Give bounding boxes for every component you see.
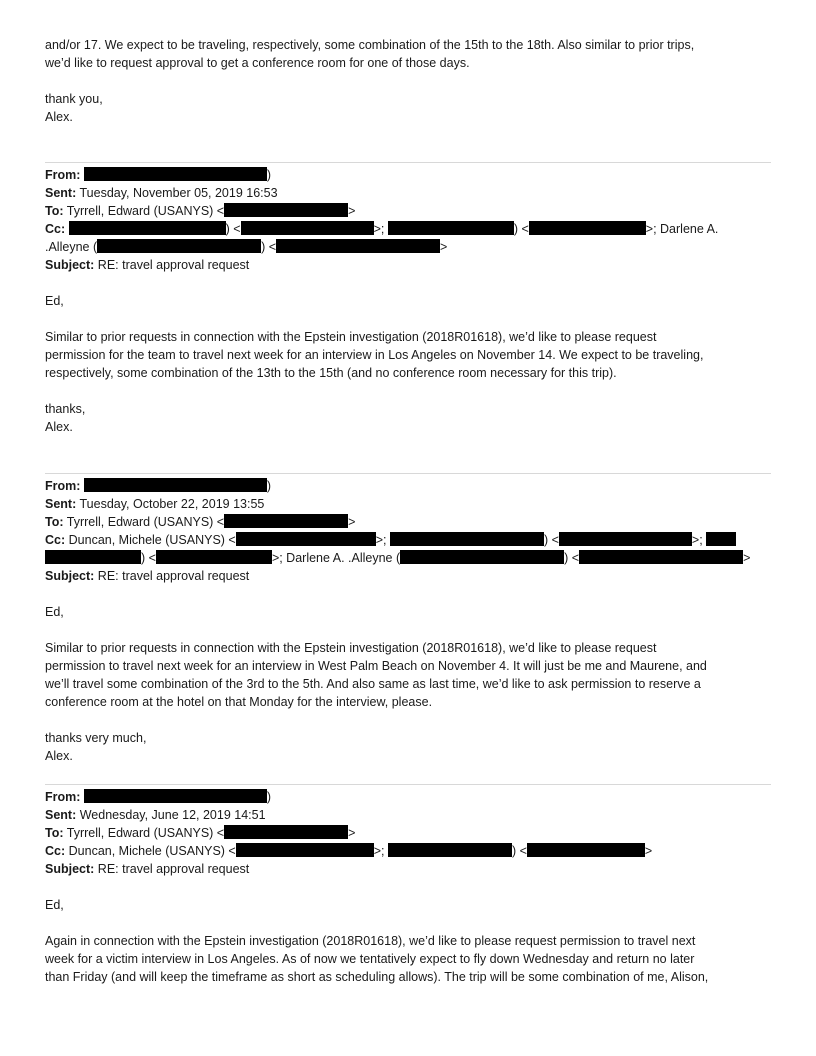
greeting: Ed, [45, 898, 64, 912]
subject-label: Subject: [45, 258, 95, 272]
body-line: Similar to prior requests in connection with the Epstein investigation (2018R01618), we’d like to please request [45, 330, 657, 344]
cc-text: > [743, 551, 751, 565]
separator [45, 784, 771, 785]
subject-text: RE: travel approval request [97, 258, 250, 272]
sent-line [45, 806, 775, 824]
from-tail: ) [266, 168, 272, 182]
body-line: Similar to prior requests in connection with the Epstein investigation (2018R01618), we’d like to please request [45, 641, 657, 655]
body-line: we’ll travel some combination of the 3rd to the 5th. And also same as last time, we’d like to ask permission to reserve a [45, 677, 701, 691]
from-label: From: [45, 168, 81, 182]
separator [45, 162, 771, 163]
body-line: permission for the team to travel next week for an interview in Los Angeles on November 14. We expect to be traveling, [45, 348, 704, 362]
to-label: To: [45, 515, 64, 529]
cc-name: Duncan, Michele (USANYS) < [68, 844, 236, 858]
sent-label: Sent: [45, 808, 77, 822]
subject-text: RE: travel approval request [97, 569, 250, 583]
cc-text: >; [373, 844, 385, 858]
closing: thanks very much, [45, 731, 147, 745]
redaction-box [579, 550, 743, 564]
cc-text: ) < [225, 222, 241, 236]
signature: Alex. [45, 420, 73, 434]
greeting: Ed, [45, 294, 64, 308]
redaction-box [390, 532, 544, 546]
redaction-box [69, 221, 226, 235]
redaction-box [276, 239, 440, 253]
cc-line-continued [45, 238, 775, 256]
redaction-box [400, 550, 564, 564]
cc-text: > [440, 240, 448, 254]
signature: Alex. [45, 749, 73, 763]
redaction-box [97, 239, 261, 253]
cc-line [45, 531, 775, 549]
subject-label: Subject: [45, 569, 95, 583]
redaction-box [224, 203, 348, 217]
cc-text: >; [375, 533, 387, 547]
to-name: Tyrrell, Edward (USANYS) < [66, 515, 225, 529]
greeting: Ed, [45, 605, 64, 619]
redaction-box [559, 532, 692, 546]
email-1 [45, 166, 775, 436]
cc-label: Cc: [45, 533, 66, 547]
redaction-box [224, 825, 348, 839]
sent-label: Sent: [45, 186, 77, 200]
email-3 [45, 788, 775, 986]
intro-line: we’d like to request approval to get a conference room for one of those days. [45, 56, 470, 70]
sent-line [45, 184, 775, 202]
to-tail: > [348, 515, 356, 529]
cc-text: ) < [141, 551, 156, 565]
subject-line [45, 256, 775, 274]
intro-section [45, 36, 775, 126]
cc-line [45, 220, 775, 238]
to-line [45, 513, 775, 531]
cc-text: .Alleyne ( [45, 240, 98, 254]
redaction-box [236, 843, 374, 857]
body-line: than Friday (and will keep the timeframe as short as scheduling allows). The trip will be some combination of me, Alison, [45, 970, 709, 984]
redaction-box [84, 478, 267, 492]
sent-label: Sent: [45, 497, 77, 511]
from-line [45, 166, 775, 184]
separator [45, 473, 771, 474]
redaction-box [527, 843, 645, 857]
redaction-box [236, 532, 376, 546]
body-line: week for a victim interview in Los Angeles. As of now we tentatively expect to fly down Wednesday and return no later [45, 952, 695, 966]
cc-label: Cc: [45, 222, 66, 236]
cc-line-continued [45, 549, 775, 567]
from-tail: ) [266, 479, 272, 493]
body-line: Again in connection with the Epstein investigation (2018R01618), we’d like to please request permission to travel next [45, 934, 696, 948]
cc-text: ) < [513, 222, 529, 236]
to-line [45, 824, 775, 842]
sent-date: Tuesday, October 22, 2019 13:55 [79, 497, 265, 511]
cc-text: ) < [511, 844, 527, 858]
from-tail: ) [266, 790, 272, 804]
body-line: conference room at the hotel on that Monday for the interview, please. [45, 695, 433, 709]
from-line [45, 477, 775, 495]
subject-line [45, 567, 775, 585]
body-line: permission to travel next week for an interview in West Palm Beach on November 4. It will just be me and Maurene, and [45, 659, 707, 673]
to-name: Tyrrell, Edward (USANYS) < [66, 204, 225, 218]
from-label: From: [45, 479, 81, 493]
cc-label: Cc: [45, 844, 66, 858]
sent-line [45, 495, 775, 513]
to-label: To: [45, 826, 64, 840]
from-label: From: [45, 790, 81, 804]
intro-line: and/or 17. We expect to be traveling, respectively, some combination of the 15th to the 18th. Also similar to prior trips, [45, 38, 695, 52]
cc-text: >; Darlene A. .Alleyne ( [271, 551, 401, 565]
from-line [45, 788, 775, 806]
cc-text: >; Darlene A. [645, 222, 719, 236]
redaction-box [706, 532, 736, 546]
redaction-box [388, 221, 514, 235]
redaction-box [388, 843, 512, 857]
redaction-box [45, 550, 141, 564]
intro-closing: thank you, [45, 92, 103, 106]
body-line: respectively, some combination of the 13th to the 15th (and no conference room necessary for this trip). [45, 366, 617, 380]
subject-label: Subject: [45, 862, 95, 876]
closing: thanks, [45, 402, 86, 416]
sent-date: Tuesday, November 05, 2019 16:53 [79, 186, 278, 200]
redaction-box [84, 167, 267, 181]
redaction-box [84, 789, 267, 803]
cc-text: ) < [564, 551, 580, 565]
to-label: To: [45, 204, 64, 218]
cc-name: Duncan, Michele (USANYS) < [68, 533, 236, 547]
sent-date: Wednesday, June 12, 2019 14:51 [79, 808, 266, 822]
to-name: Tyrrell, Edward (USANYS) < [66, 826, 225, 840]
cc-text: >; [373, 222, 385, 236]
intro-signature: Alex. [45, 110, 73, 124]
cc-text: ) < [261, 240, 277, 254]
cc-line [45, 842, 775, 860]
to-tail: > [348, 826, 356, 840]
subject-line [45, 860, 775, 878]
subject-text: RE: travel approval request [97, 862, 250, 876]
redaction-box [241, 221, 374, 235]
redaction-box [529, 221, 646, 235]
cc-text: >; [691, 533, 703, 547]
to-line [45, 202, 775, 220]
cc-text: ) < [543, 533, 559, 547]
redaction-box [224, 514, 348, 528]
email-2 [45, 477, 775, 765]
redaction-box [156, 550, 272, 564]
to-tail: > [348, 204, 356, 218]
cc-text: > [644, 844, 653, 858]
